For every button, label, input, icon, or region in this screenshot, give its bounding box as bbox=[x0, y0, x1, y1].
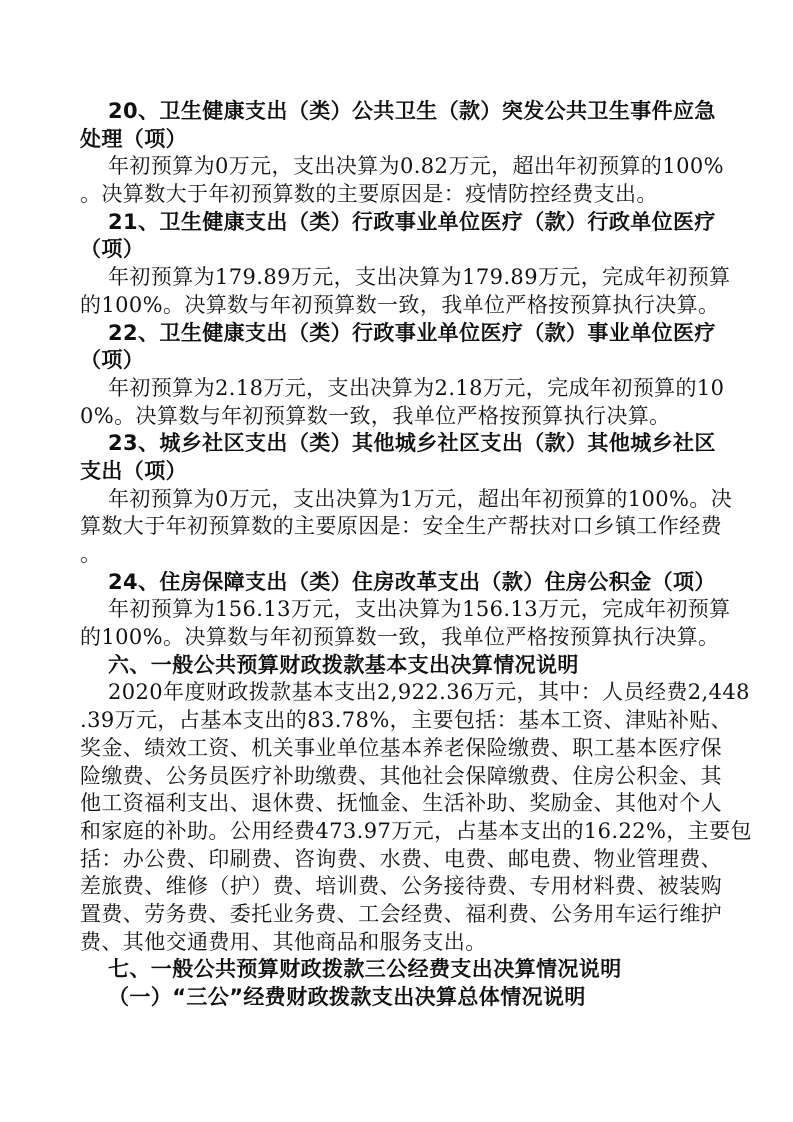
item-22 bbox=[80, 320, 725, 431]
paragraph-line: 括：办公费、印刷费、咨询费、水费、电费、邮电费、物业管理费、 bbox=[80, 846, 722, 871]
section-6 bbox=[80, 652, 752, 957]
section-heading-line: 20、卫生健康支出（类）公共卫生（款）突发公共卫生事件应急 bbox=[108, 99, 716, 123]
paragraph-line: 他工资福利支出、退休费、抚恤金、生活补助、奖励金、其他对个人 bbox=[80, 791, 722, 816]
paragraph-line: 差旅费、维修（护）费、培训费、公务接待费、专用材料费、被装购 bbox=[80, 874, 722, 899]
section-heading-line: 24、住房保障支出（类）住房改革支出（款）住房公积金（项） bbox=[108, 569, 716, 594]
paragraph-line: 和家庭的补助。公用经费473.97万元，占基本支出的16.22%，主要包 bbox=[80, 818, 752, 843]
paragraph-line: 的100%。决算数与年初预算数一致，我单位严格按预算执行决算。 bbox=[80, 292, 720, 317]
paragraph-line: 置费、劳务费、委托业务费、工会经费、福利费、公务用车运行维护 bbox=[80, 901, 722, 926]
paragraph-line: 年初预算为156.13万元，支出决算为156.13万元，完成年初预算 bbox=[108, 597, 731, 622]
section-heading-line: （项） bbox=[80, 237, 145, 262]
section-heading-line: （项） bbox=[80, 348, 145, 373]
paragraph-line: 险缴费、公务员医疗补助缴费、其他社会保障缴费、住房公积金、其 bbox=[80, 763, 722, 788]
paragraph-line: 算数大于年初预算数的主要原因是：安全生产帮扶对口乡镇工作经费 bbox=[80, 514, 722, 539]
item-21 bbox=[80, 209, 731, 320]
document-page bbox=[80, 98, 752, 1012]
paragraph-line: 奖金、绩效工资、机关事业单位基本养老保险缴费、职工基本医疗保 bbox=[80, 735, 722, 760]
paragraph-line: 2020年度财政拨款基本支出2,922.36万元，其中：人员经费2,448 bbox=[108, 680, 750, 705]
section-heading-line: 支出（项） bbox=[80, 458, 187, 483]
section-heading-line: 处理（项） bbox=[80, 126, 187, 151]
section-heading-line: 六、一般公共预算财政拨款基本支出决算情况说明 bbox=[108, 652, 579, 677]
paragraph-line: 。 bbox=[80, 542, 102, 566]
paragraph-line: 年初预算为0万元，支出决算为1万元，超出年初预算的100%。决 bbox=[108, 486, 733, 511]
paragraph-line: 费、其他交通费用、其他商品和服务支出。 bbox=[80, 929, 487, 954]
paragraph-line: 。决算数大于年初预算数的主要原因是：疫情防控经费支出。 bbox=[80, 182, 658, 207]
item-23 bbox=[80, 430, 733, 568]
paragraph-line: 年初预算为179.89万元，支出决算为179.89万元，完成年初预算 bbox=[108, 265, 731, 290]
paragraph-line: 的100%。决算数与年初预算数一致，我单位严格按预算执行决算。 bbox=[80, 625, 720, 650]
paragraph-line: 年初预算为0万元，支出决算为0.82万元，超出年初预算的100% bbox=[108, 154, 724, 179]
section-heading-line: 21、卫生健康支出（类）行政事业单位医疗（款）行政单位医疗 bbox=[108, 209, 716, 234]
item-24 bbox=[80, 569, 731, 652]
section-heading-line: 23、城乡社区支出（类）其他城乡社区支出（款）其他城乡社区 bbox=[108, 431, 716, 456]
section-7 bbox=[80, 956, 720, 1011]
paragraph-line: 年初预算为2.18万元，支出决算为2.18万元，完成年初预算的10 bbox=[108, 375, 725, 400]
item-20 bbox=[80, 98, 724, 209]
section-heading-line: 22、卫生健康支出（类）行政事业单位医疗（款）事业单位医疗 bbox=[108, 320, 716, 345]
paragraph-line: 0%。决算数与年初预算数一致，我单位严格按预算执行决算。 bbox=[80, 403, 671, 428]
section-heading-line: （一）“三公”经费财政拨款支出决算总体情况说明 bbox=[108, 985, 586, 1009]
section-heading-line: 七、一般公共预算财政拨款三公经费支出决算情况说明 bbox=[108, 957, 622, 982]
paragraph-line: .39万元，占基本支出的83.78%，主要包括：基本工资、津贴补贴、 bbox=[80, 708, 733, 733]
